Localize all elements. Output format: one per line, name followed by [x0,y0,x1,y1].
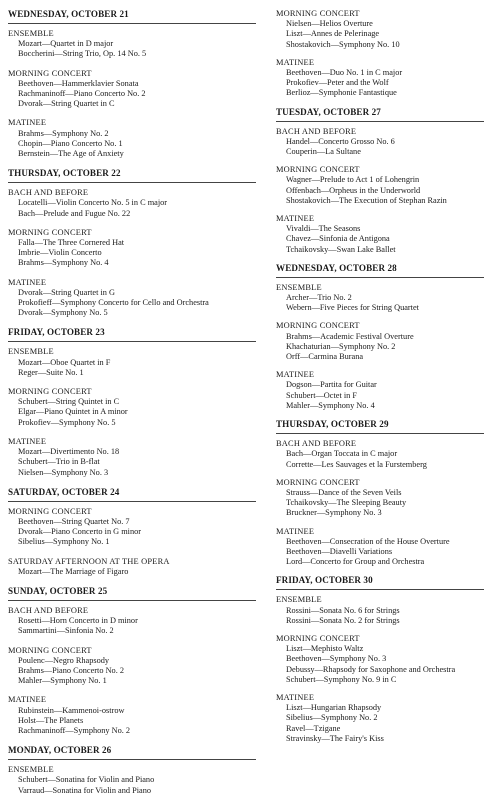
section-title: ENSEMBLE [276,595,322,605]
program-item: Rachmaninoff—Symphony No. 2 [18,725,131,735]
section-title: MORNING CONCERT [8,227,92,237]
program-section [276,370,484,411]
section-title: BACH AND BEFORE [276,126,357,136]
section-title: ENSEMBLE [276,282,322,292]
program-item: Vivaldi—The Seasons [286,224,361,234]
program-item: Shostakovich—The Execution of Stephan Razin [286,195,447,205]
program-item: Beethoven—Diavelli Variations [286,546,393,556]
program-section [276,214,484,255]
day-divider [8,600,256,601]
section-title: MATINEE [276,526,315,536]
day-heading: TUESDAY, OCTOBER 27 [276,106,381,117]
program-section [8,228,256,269]
section-title: MORNING CONCERT [276,477,360,487]
program-item: Rossini—Sonata No. 2 for Strings [286,615,400,625]
program-section [276,634,484,685]
program-section [276,283,484,314]
section-title: MATINEE [276,692,315,702]
program-section [276,9,484,50]
day-heading: SUNDAY, OCTOBER 25 [8,585,108,596]
program-section [276,439,484,470]
program-item: Bach—Prelude and Fugue No. 22 [18,208,131,218]
left-column [8,9,256,805]
day-heading: THURSDAY, OCTOBER 29 [276,419,389,430]
day-block [276,263,484,411]
section-title: MATINEE [276,214,315,224]
program-item: Falla—The Three Cornered Hat [18,238,125,248]
program-section [8,695,256,736]
day-block [8,487,256,577]
day-divider [8,501,256,502]
program-item: Prokofiev—Symphony No. 5 [18,417,116,427]
day-block [8,586,256,736]
program-item: Wagner—Prelude to Act 1 of Lohengrin [286,175,420,185]
section-title: BACH AND BEFORE [8,605,89,615]
program-item: Brahms—Piano Concerto No. 2 [18,665,125,675]
program-item: Offenbach—Orpheus in the Underworld [286,185,421,195]
day-block [276,419,484,567]
program-item: Orff—Carmina Burana [286,352,364,362]
program-item: Nielsen—Symphony No. 3 [18,467,109,477]
program-item: Dogson—Partita for Guitar [286,380,377,390]
program-item: Couperin—La Sultane [286,147,361,157]
section-title: MORNING CONCERT [276,633,360,643]
program-section [276,527,484,568]
program-item: Poulenc—Negro Rhapsody [18,655,110,665]
program-section [276,693,484,744]
program-item: Locatelli—Violin Concerto No. 5 in C major [18,198,168,208]
day-heading: FRIDAY, OCTOBER 23 [8,327,105,338]
day-divider [276,277,484,278]
section-title: ENSEMBLE [8,29,54,38]
day-block [8,745,256,796]
program-item: Schubert—Sonatina for Violin and Piano [18,775,155,785]
program-item: Mahler—Symphony No. 4 [286,400,375,410]
program-section [8,69,256,110]
program-item: Debussy—Rhapsody for Saxophone and Orchestra [286,664,456,674]
program-item: Dvorak—String Quartet in C [18,99,115,109]
program-item: Imbrie—Violin Concerto [18,248,102,258]
day-block [276,107,484,255]
program-item: Mozart—Quartet in D major [18,39,114,49]
program-item: Sibelius—Symphony No. 2 [286,713,378,723]
program-item: Strauss—Dance of the Seven Veils [286,487,402,497]
program-section [8,29,256,60]
program-item: Elgar—Piano Quintet in A minor [18,407,128,417]
program-item: Beethoven—Consecration of the House Overture [286,536,450,546]
section-title: ENSEMBLE [8,765,54,775]
section-title: MATINEE [8,118,47,128]
section-title: SATURDAY AFTERNOON AT THE OPERA [8,556,170,566]
program-section [276,478,484,519]
program-item: Bruckner—Symphony No. 3 [286,508,382,518]
program-item: Sammartini—Sinfonia No. 2 [18,626,114,636]
program-item: Chopin—Piano Concerto No. 1 [18,138,123,148]
program-item: Beethoven—String Quartet No. 7 [18,516,130,526]
program-item: Tchaikovsky—Swan Lake Ballet [286,244,396,254]
program-item: Corrette—Les Sauvages et la Furstemberg [286,459,427,469]
day-heading: WEDNESDAY, OCTOBER 21 [8,9,129,19]
section-title: MATINEE [8,277,47,287]
day-heading: SATURDAY, OCTOBER 24 [8,486,120,497]
program-item: Chavez—Sinfonia de Antigona [286,234,390,244]
program-item: Schubert—Octet in F [286,390,357,400]
section-title: BACH AND BEFORE [276,439,357,449]
day-divider [276,433,484,434]
program-item: Khachaturian—Symphony No. 2 [286,341,396,351]
program-item: Liszt—Mephisto Waltz [286,644,364,654]
program-section [8,606,256,637]
day-divider [8,23,256,24]
day-divider [8,341,256,342]
section-title: MORNING CONCERT [276,165,360,175]
section-title: MORNING CONCERT [276,9,360,18]
day-divider [276,589,484,590]
program-section [8,118,256,159]
day-heading: FRIDAY, OCTOBER 30 [276,575,373,586]
program-item: Rossini—Sonata No. 6 for Strings [286,605,400,615]
program-item: Webern—Five Pieces for String Quartet [286,303,419,313]
program-item: Mahler—Symphony No. 1 [18,676,107,686]
program-section [8,557,256,577]
program-item: Handel—Concerto Grosso No. 6 [286,136,395,146]
program-item: Shostakovich—Symphony No. 10 [286,39,400,49]
program-item: Beethoven—Duo No. 1 in C major [286,68,403,78]
program-item: Stravinsky—The Fairy's Kiss [286,733,384,743]
program-item: Rachmaninoff—Piano Concerto No. 2 [18,89,146,99]
program-item: Schubert—Trio in B-flat [18,457,100,467]
program-item: Archer—Trio No. 2 [286,293,352,303]
program-item: Liszt—Hungarian Rhapsody [286,703,382,713]
program-item: Beethoven—Symphony No. 3 [286,654,387,664]
day-divider [276,121,484,122]
program-section [276,595,484,626]
day-heading: WEDNESDAY, OCTOBER 28 [276,262,397,273]
day-heading: MONDAY, OCTOBER 26 [8,745,112,756]
program-item: Mozart—Oboe Quartet in F [18,357,111,367]
program-section [8,278,256,319]
day-block [8,9,256,159]
program-item: Bernstein—The Age of Anxiety [18,149,124,159]
program-section [276,58,484,99]
program-item: Rosetti—Horn Concerto in D minor [18,616,138,626]
section-title: MORNING CONCERT [8,506,92,516]
program-item: Ravel—Tzigane [286,723,341,733]
program-item: Dvorak—Symphony No. 5 [18,308,108,318]
program-item: Bach—Organ Toccata in C major [286,449,398,459]
program-item: Varraud—Sonatina for Violin and Piano [18,785,151,795]
section-title: MATINEE [8,436,47,446]
program-item: Schubert—String Quintet in C [18,397,120,407]
program-section [276,321,484,362]
section-title: MORNING CONCERT [276,321,360,331]
day-block [276,575,484,744]
program-item: Dvorak—String Quartet in G [18,287,116,297]
section-title: MATINEE [8,695,47,705]
program-item: Lord—Concerto for Group and Orchestra [286,557,425,567]
program-section [8,507,256,548]
section-title: MORNING CONCERT [8,68,92,78]
program-item: Mozart—The Marriage of Figaro [18,566,129,576]
program-section [8,188,256,219]
program-section [8,765,256,796]
program-section [8,646,256,687]
program-item: Dvorak—Piano Concerto in G minor [18,527,142,537]
program-item: Holst—The Planets [18,715,84,725]
day-heading: THURSDAY, OCTOBER 22 [8,168,121,179]
section-title: MATINEE [276,57,315,67]
day-block [8,168,256,318]
program-item: Prokofiev—Peter and the Wolf [286,78,389,88]
day-block [276,9,484,99]
program-item: Boccherini—String Trio, Op. 14 No. 5 [18,49,147,59]
program-section [8,387,256,428]
program-item: Reger—Suite No. 1 [18,367,84,377]
program-item: Prokofieff—Symphony Concerto for Cello and Orchestra [18,298,209,308]
program-item: Beethoven—Hammerklavier Sonata [18,78,139,88]
program-item: Schubert—Symphony No. 9 in C [286,674,397,684]
program-item: Liszt—Annes de Pelerinage [286,29,380,39]
program-item: Rubinstein—Kammenoi-ostrow [18,705,125,715]
program-section [8,437,256,478]
section-title: BACH AND BEFORE [8,188,89,198]
day-block [8,327,256,477]
program-item: Brahms—Symphony No. 4 [18,258,109,268]
program-item: Tchaikovsky—The Sleeping Beauty [286,498,407,508]
program-section [8,347,256,378]
program-item: Nielsen—Helios Overture [286,19,373,29]
right-column [276,9,484,752]
program-item: Mozart—Divertimento No. 18 [18,447,120,457]
section-title: MATINEE [276,370,315,380]
program-section [276,127,484,158]
program-item: Berlioz—Symphonie Fantastique [286,88,397,98]
day-divider [8,182,256,183]
program-item: Brahms—Symphony No. 2 [18,128,109,138]
section-title: ENSEMBLE [8,347,54,357]
day-divider [8,759,256,760]
section-title: MORNING CONCERT [8,645,92,655]
program-item: Sibelius—Symphony No. 1 [18,537,110,547]
program-section [276,165,484,206]
section-title: MORNING CONCERT [8,387,92,397]
program-item: Brahms—Academic Festival Overture [286,331,414,341]
